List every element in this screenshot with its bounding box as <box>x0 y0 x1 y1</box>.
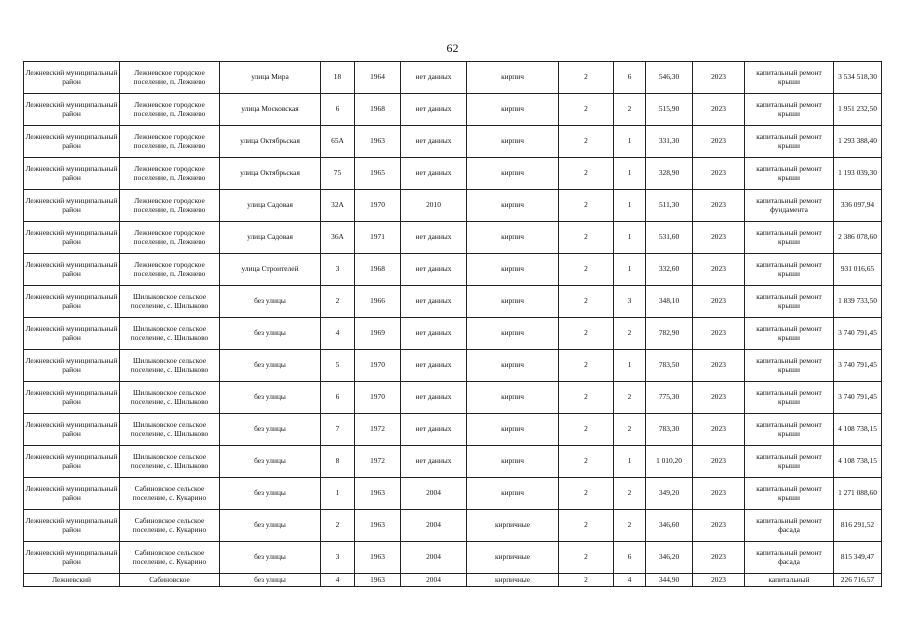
district-cell: Лежневский муниципальный район <box>24 94 120 126</box>
year-built-cell: 1963 <box>355 542 401 574</box>
entrances-cell: 1 <box>614 254 646 286</box>
floors-cell: 2 <box>559 190 614 222</box>
table-row <box>24 286 882 318</box>
last-overhaul-cell: нет данных <box>401 158 467 190</box>
last-overhaul-cell: нет данных <box>401 350 467 382</box>
area-cell: 331,30 <box>646 126 693 158</box>
year-built-cell: 1970 <box>355 190 401 222</box>
table-row <box>24 94 882 126</box>
floors-cell: 2 <box>559 510 614 542</box>
wall-material-cell: кирпичные <box>467 574 559 587</box>
area-cell: 782,90 <box>646 318 693 350</box>
plan-year-cell: 2023 <box>693 190 745 222</box>
plan-year-cell: 2023 <box>693 94 745 126</box>
table-row <box>24 446 882 478</box>
house-number-cell: 4 <box>321 318 355 350</box>
wall-material-cell: кирпич <box>467 62 559 94</box>
entrances-cell: 6 <box>614 62 646 94</box>
street-cell: без улицы <box>220 510 321 542</box>
table-row <box>24 510 882 542</box>
house-number-cell: 2 <box>321 286 355 318</box>
settlement-cell: Шилыковское сельское поселение, с. Шилыково <box>120 286 220 318</box>
house-number-cell: 65А <box>321 126 355 158</box>
cost-cell: 4 108 738,15 <box>834 446 882 478</box>
district-cell: Лежневский муниципальный район <box>24 478 120 510</box>
cost-cell: 3 740 791,45 <box>834 350 882 382</box>
street-cell: без улицы <box>220 542 321 574</box>
settlement-cell: Лежневское городское поселение, п. Лежнево <box>120 62 220 94</box>
settlement-cell: Сабиновское <box>120 574 220 587</box>
district-cell: Лежневский муниципальный район <box>24 190 120 222</box>
area-cell: 348,10 <box>646 286 693 318</box>
wall-material-cell: кирпич <box>467 94 559 126</box>
house-number-cell: 4 <box>321 574 355 587</box>
table-row <box>24 158 882 190</box>
work-type-cell: капитальный ремонт крыши <box>745 446 834 478</box>
year-built-cell: 1963 <box>355 478 401 510</box>
cost-cell: 1 193 039,30 <box>834 158 882 190</box>
floors-cell: 2 <box>559 478 614 510</box>
district-cell: Лежневский муниципальный район <box>24 542 120 574</box>
floors-cell: 2 <box>559 574 614 587</box>
floors-cell: 2 <box>559 222 614 254</box>
wall-material-cell: кирпич <box>467 478 559 510</box>
entrances-cell: 2 <box>614 478 646 510</box>
street-cell: улица Октябрьская <box>220 126 321 158</box>
work-type-cell: капитальный ремонт крыши <box>745 286 834 318</box>
house-number-cell: 1 <box>321 478 355 510</box>
plan-year-cell: 2023 <box>693 478 745 510</box>
street-cell: улица Московская <box>220 94 321 126</box>
floors-cell: 2 <box>559 446 614 478</box>
entrances-cell: 2 <box>614 382 646 414</box>
work-type-cell: капитальный ремонт фасада <box>745 510 834 542</box>
plan-year-cell: 2023 <box>693 158 745 190</box>
district-cell: Лежневский муниципальный район <box>24 286 120 318</box>
last-overhaul-cell: 2010 <box>401 190 467 222</box>
year-built-cell: 1969 <box>355 318 401 350</box>
cost-cell: 931 016,65 <box>834 254 882 286</box>
year-built-cell: 1963 <box>355 510 401 542</box>
area-cell: 515,90 <box>646 94 693 126</box>
year-built-cell: 1970 <box>355 350 401 382</box>
table-row <box>24 318 882 350</box>
street-cell: без улицы <box>220 414 321 446</box>
cost-cell: 4 108 738,15 <box>834 414 882 446</box>
last-overhaul-cell: 2004 <box>401 478 467 510</box>
floors-cell: 2 <box>559 126 614 158</box>
year-built-cell: 1968 <box>355 94 401 126</box>
work-type-cell: капитальный ремонт крыши <box>745 414 834 446</box>
settlement-cell: Шилыковское сельское поселение, с. Шилыково <box>120 350 220 382</box>
last-overhaul-cell: нет данных <box>401 254 467 286</box>
wall-material-cell: кирпич <box>467 382 559 414</box>
wall-material-cell: кирпич <box>467 254 559 286</box>
street-cell: без улицы <box>220 446 321 478</box>
floors-cell: 2 <box>559 254 614 286</box>
settlement-cell: Лежневское городское поселение, п. Лежнево <box>120 126 220 158</box>
wall-material-cell: кирпичные <box>467 510 559 542</box>
settlement-cell: Шилыковское сельское поселение, с. Шилыково <box>120 414 220 446</box>
floors-cell: 2 <box>559 382 614 414</box>
last-overhaul-cell: нет данных <box>401 222 467 254</box>
house-number-cell: 5 <box>321 350 355 382</box>
table-row <box>24 542 882 574</box>
wall-material-cell: кирпич <box>467 126 559 158</box>
settlement-cell: Сабиновское сельское поселение, с. Кукарино <box>120 478 220 510</box>
work-type-cell: капитальный ремонт крыши <box>745 254 834 286</box>
last-overhaul-cell: нет данных <box>401 126 467 158</box>
house-number-cell: 7 <box>321 414 355 446</box>
house-number-cell: 2 <box>321 510 355 542</box>
settlement-cell: Шилыковское сельское поселение, с. Шилыково <box>120 446 220 478</box>
table-row <box>24 382 882 414</box>
street-cell: улица Мира <box>220 62 321 94</box>
work-type-cell: капитальный ремонт крыши <box>745 222 834 254</box>
street-cell: без улицы <box>220 318 321 350</box>
entrances-cell: 2 <box>614 94 646 126</box>
cost-cell: 816 291,52 <box>834 510 882 542</box>
entrances-cell: 1 <box>614 126 646 158</box>
plan-year-cell: 2023 <box>693 510 745 542</box>
last-overhaul-cell: нет данных <box>401 286 467 318</box>
work-type-cell: капитальный ремонт фасада <box>745 542 834 574</box>
district-cell: Лежневский муниципальный район <box>24 318 120 350</box>
area-cell: 346,20 <box>646 542 693 574</box>
year-built-cell: 1970 <box>355 382 401 414</box>
page-number: 62 <box>446 41 459 55</box>
area-cell: 344,90 <box>646 574 693 587</box>
entrances-cell: 3 <box>614 286 646 318</box>
cost-cell: 3 534 518,30 <box>834 62 882 94</box>
district-cell: Лежневский муниципальный район <box>24 446 120 478</box>
work-type-cell: капитальный ремонт фундамента <box>745 190 834 222</box>
year-built-cell: 1963 <box>355 126 401 158</box>
house-number-cell: 8 <box>321 446 355 478</box>
wall-material-cell: кирпичные <box>467 542 559 574</box>
work-type-cell: капитальный ремонт крыши <box>745 382 834 414</box>
cost-cell: 3 740 791,45 <box>834 382 882 414</box>
area-cell: 349,20 <box>646 478 693 510</box>
work-type-cell: капитальный ремонт крыши <box>745 318 834 350</box>
plan-year-cell: 2023 <box>693 350 745 382</box>
last-overhaul-cell: нет данных <box>401 94 467 126</box>
area-cell: 511,30 <box>646 190 693 222</box>
settlement-cell: Лежневское городское поселение, п. Лежнево <box>120 94 220 126</box>
street-cell: без улицы <box>220 382 321 414</box>
cost-cell: 1 839 733,50 <box>834 286 882 318</box>
house-number-cell: 32А <box>321 190 355 222</box>
last-overhaul-cell: 2004 <box>401 574 467 587</box>
year-built-cell: 1964 <box>355 62 401 94</box>
work-type-cell: капитальный ремонт крыши <box>745 478 834 510</box>
plan-year-cell: 2023 <box>693 126 745 158</box>
area-cell: 775,30 <box>646 382 693 414</box>
cost-cell: 336 097,94 <box>834 190 882 222</box>
street-cell: без улицы <box>220 350 321 382</box>
table-row <box>24 254 882 286</box>
settlement-cell: Лежневское городское поселение, п. Лежнево <box>120 190 220 222</box>
entrances-cell: 1 <box>614 190 646 222</box>
year-built-cell: 1966 <box>355 286 401 318</box>
district-cell: Лежневский муниципальный район <box>24 510 120 542</box>
wall-material-cell: кирпич <box>467 414 559 446</box>
housing-repair-table <box>23 61 882 587</box>
work-type-cell: капитальный ремонт крыши <box>745 62 834 94</box>
area-cell: 546,30 <box>646 62 693 94</box>
wall-material-cell: кирпич <box>467 446 559 478</box>
year-built-cell: 1972 <box>355 446 401 478</box>
plan-year-cell: 2023 <box>693 254 745 286</box>
table-row <box>24 222 882 254</box>
district-cell: Лежневский муниципальный район <box>24 222 120 254</box>
floors-cell: 2 <box>559 414 614 446</box>
last-overhaul-cell: 2004 <box>401 542 467 574</box>
last-overhaul-cell: 2004 <box>401 510 467 542</box>
wall-material-cell: кирпич <box>467 158 559 190</box>
table-row <box>24 62 882 94</box>
area-cell: 332,60 <box>646 254 693 286</box>
entrances-cell: 4 <box>614 574 646 587</box>
settlement-cell: Лежневское городское поселение, п. Лежнево <box>120 254 220 286</box>
last-overhaul-cell: нет данных <box>401 318 467 350</box>
district-cell: Лежневский муниципальный район <box>24 126 120 158</box>
year-built-cell: 1971 <box>355 222 401 254</box>
area-cell: 531,60 <box>646 222 693 254</box>
area-cell: 328,90 <box>646 158 693 190</box>
settlement-cell: Шилыковское сельское поселение, с. Шилыково <box>120 318 220 350</box>
last-overhaul-cell: нет данных <box>401 414 467 446</box>
entrances-cell: 1 <box>614 350 646 382</box>
house-number-cell: 75 <box>321 158 355 190</box>
table-row <box>24 414 882 446</box>
settlement-cell: Шилыковское сельское поселение, с. Шилыково <box>120 382 220 414</box>
entrances-cell: 2 <box>614 414 646 446</box>
area-cell: 346,60 <box>646 510 693 542</box>
wall-material-cell: кирпич <box>467 222 559 254</box>
floors-cell: 2 <box>559 286 614 318</box>
district-cell: Лежневский муниципальный район <box>24 254 120 286</box>
street-cell: без улицы <box>220 574 321 587</box>
settlement-cell: Сабиновское сельское поселение, с. Кукарино <box>120 510 220 542</box>
floors-cell: 2 <box>559 318 614 350</box>
year-built-cell: 1972 <box>355 414 401 446</box>
street-cell: улица Строителей <box>220 254 321 286</box>
table-row <box>24 478 882 510</box>
entrances-cell: 6 <box>614 542 646 574</box>
floors-cell: 2 <box>559 94 614 126</box>
house-number-cell: 3 <box>321 542 355 574</box>
floors-cell: 2 <box>559 62 614 94</box>
settlement-cell: Лежневское городское поселение, п. Лежнево <box>120 158 220 190</box>
floors-cell: 2 <box>559 158 614 190</box>
house-number-cell: 18 <box>321 62 355 94</box>
street-cell: улица Садовая <box>220 190 321 222</box>
wall-material-cell: кирпич <box>467 318 559 350</box>
area-cell: 783,50 <box>646 350 693 382</box>
table-row <box>24 350 882 382</box>
entrances-cell: 1 <box>614 446 646 478</box>
street-cell: улица Садовая <box>220 222 321 254</box>
plan-year-cell: 2023 <box>693 286 745 318</box>
entrances-cell: 2 <box>614 510 646 542</box>
settlement-cell: Сабиновское сельское поселение, с. Кукарино <box>120 542 220 574</box>
cost-cell: 2 386 078,60 <box>834 222 882 254</box>
last-overhaul-cell: нет данных <box>401 62 467 94</box>
street-cell: без улицы <box>220 478 321 510</box>
wall-material-cell: кирпич <box>467 350 559 382</box>
area-cell: 783,30 <box>646 414 693 446</box>
wall-material-cell: кирпич <box>467 190 559 222</box>
work-type-cell: капитальный ремонт крыши <box>745 350 834 382</box>
plan-year-cell: 2023 <box>693 318 745 350</box>
street-cell: без улицы <box>220 286 321 318</box>
work-type-cell: капитальный ремонт крыши <box>745 158 834 190</box>
table-body <box>24 62 882 587</box>
district-cell: Лежневский муниципальный район <box>24 350 120 382</box>
entrances-cell: 1 <box>614 158 646 190</box>
district-cell: Лежневский <box>24 574 120 587</box>
house-number-cell: 36А <box>321 222 355 254</box>
cost-cell: 3 740 791,45 <box>834 318 882 350</box>
house-number-cell: 6 <box>321 382 355 414</box>
house-number-cell: 3 <box>321 254 355 286</box>
table-row <box>24 574 882 587</box>
cost-cell: 1 271 088,60 <box>834 478 882 510</box>
floors-cell: 2 <box>559 350 614 382</box>
table-row <box>24 190 882 222</box>
cost-cell: 1 951 232,50 <box>834 94 882 126</box>
plan-year-cell: 2023 <box>693 62 745 94</box>
year-built-cell: 1968 <box>355 254 401 286</box>
area-cell: 1 010,20 <box>646 446 693 478</box>
entrances-cell: 1 <box>614 222 646 254</box>
work-type-cell: капитальный ремонт крыши <box>745 94 834 126</box>
district-cell: Лежневский муниципальный район <box>24 414 120 446</box>
last-overhaul-cell: нет данных <box>401 382 467 414</box>
wall-material-cell: кирпич <box>467 286 559 318</box>
plan-year-cell: 2023 <box>693 542 745 574</box>
table-row <box>24 126 882 158</box>
plan-year-cell: 2023 <box>693 414 745 446</box>
work-type-cell: капитальный ремонт крыши <box>745 126 834 158</box>
year-built-cell: 1963 <box>355 574 401 587</box>
cost-cell: 815 349,47 <box>834 542 882 574</box>
cost-cell: 226 716,57 <box>834 574 882 587</box>
plan-year-cell: 2023 <box>693 574 745 587</box>
cost-cell: 1 293 388,40 <box>834 126 882 158</box>
last-overhaul-cell: нет данных <box>401 446 467 478</box>
floors-cell: 2 <box>559 542 614 574</box>
house-number-cell: 6 <box>321 94 355 126</box>
settlement-cell: Лежневское городское поселение, п. Лежнево <box>120 222 220 254</box>
plan-year-cell: 2023 <box>693 222 745 254</box>
district-cell: Лежневский муниципальный район <box>24 382 120 414</box>
work-type-cell: капитальный <box>745 574 834 587</box>
plan-year-cell: 2023 <box>693 446 745 478</box>
plan-year-cell: 2023 <box>693 382 745 414</box>
entrances-cell: 2 <box>614 318 646 350</box>
district-cell: Лежневский муниципальный район <box>24 62 120 94</box>
street-cell: улица Октябрьская <box>220 158 321 190</box>
year-built-cell: 1965 <box>355 158 401 190</box>
district-cell: Лежневский муниципальный район <box>24 158 120 190</box>
